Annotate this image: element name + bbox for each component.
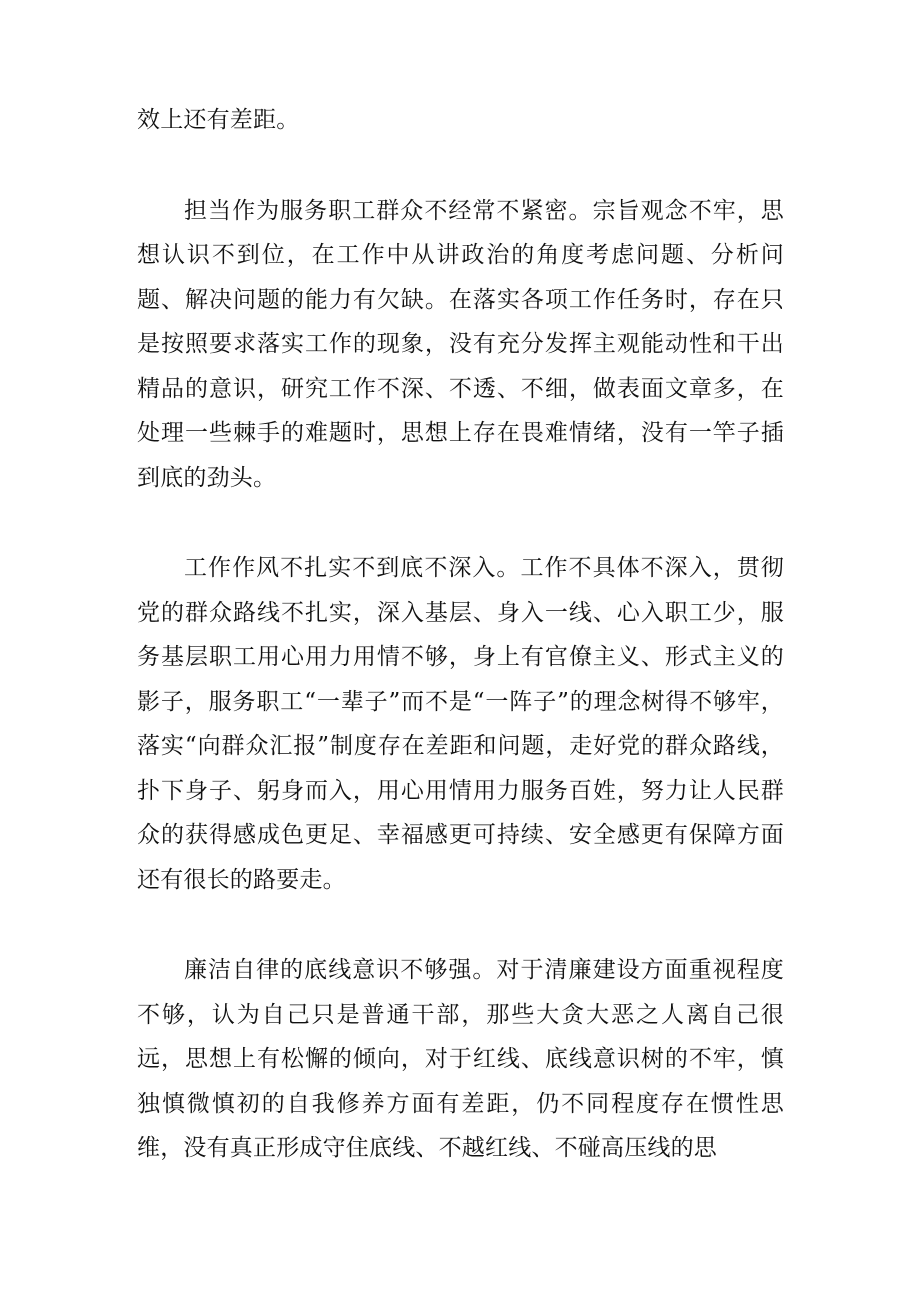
paragraph-work-style: 工作作风不扎实不到底不深入。工作不具体不深入，贯彻党的群众路线不扎实，深入基层、身入一线、心入职工少，服务基层职工用心用力用情不够，身上有官僚主义、形式主义的影子，服务职工“一辈子”而不是“一阵子”的理念树得不够牢，落实“向群众汇报”制度存在差距和问题，走好党的群众路线，扑下身子、躬身而入，用心用情用力服务百姓，努力让人民群众的获得感成色更足、幸福感更可持续、安全感更有保障方面还有很长的路要走。 — [137, 555, 784, 893]
paragraph-continuation: 效上还有差距。 — [137, 107, 300, 133]
paragraph-responsibility: 担当作为服务职工群众不经常不紧密。宗旨观念不牢，思想认识不到位，在工作中从讲政治的角度考虑问题、分析问题、解决问题的能力有欠缺。在落实各项工作任务时，存在只是按照要求落实工作的现象，没有充分发挥主观能动性和干出精品的意识，研究工作不深、不透、不细，做表面文章多，在处理一些棘手的难题时，思想上存在畏难情绪，没有一竿子插到底的劲头。 — [137, 197, 784, 491]
paragraph-integrity: 廉洁自律的底线意识不够强。对于清廉建设方面重视程度不够，认为自己只是普通干部，那些大贪大恶之人离自己很远，思想上有松懈的倾向，对于红线、底线意识树的不牢，慎独慎微慎初的自我修养方面有差距，仍不同程度存在惯性思维，没有真正形成守住底线、不越红线、不碰高压线的思 — [137, 957, 784, 1161]
document-body — [137, 98, 784, 1171]
